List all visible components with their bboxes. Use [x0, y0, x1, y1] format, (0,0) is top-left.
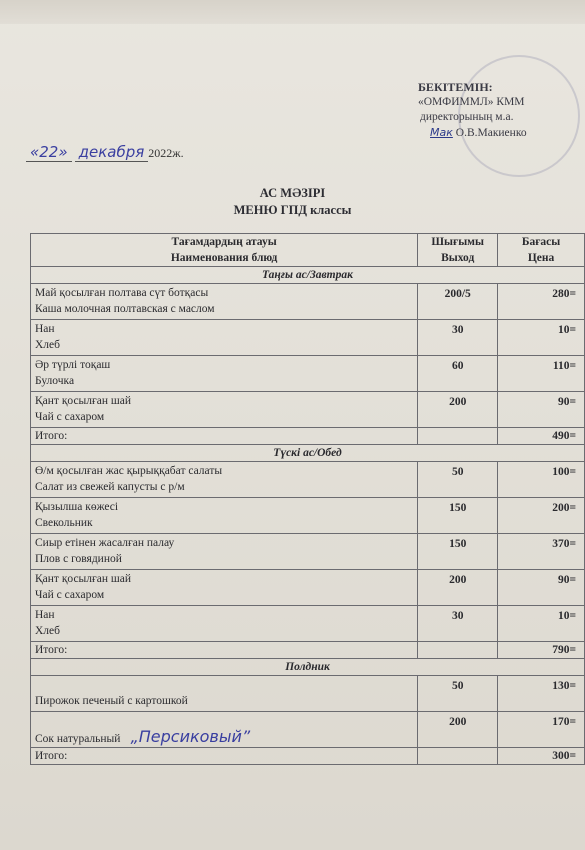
dish-name-ru-text: Каша молочная полтавская с маслом: [35, 303, 215, 315]
dish-output: 200: [418, 570, 498, 606]
dish-name-ru: [35, 587, 413, 603]
total-row: [31, 642, 585, 659]
dish-name-ru-text: Хлеб: [35, 625, 60, 637]
dish-name-kz: Қант қосылған шай: [35, 395, 131, 407]
total-empty-cell: [418, 748, 498, 765]
table-row: [31, 498, 585, 534]
approval-signature-line: [418, 125, 585, 141]
document-date: [26, 143, 184, 162]
total-empty-cell: [418, 642, 498, 659]
header-name-ru: Наименования блюд: [170, 252, 278, 264]
dish-name-cell: [31, 320, 418, 356]
date-month: декабря: [78, 143, 145, 161]
dish-name-cell: [31, 392, 418, 428]
dish-name-ru-text: Булочка: [35, 375, 75, 387]
dish-name-kz: Қант қосылған шай: [35, 573, 131, 585]
dish-name-cell: [31, 356, 418, 392]
dish-name-cell: [31, 570, 418, 606]
approval-position: директорының м.а.: [420, 111, 514, 123]
dish-price: 280=: [498, 284, 585, 320]
dish-name-cell: [31, 712, 418, 748]
dish-name-ru-text: Свекольник: [35, 517, 93, 529]
dish-name-ru: [35, 479, 413, 495]
dish-name-kz: Ө/м қосылған жас қырыққабат салаты: [35, 465, 223, 477]
section-row: [31, 445, 585, 462]
dish-price: 370=: [498, 534, 585, 570]
menu-table: [30, 233, 585, 765]
header-output: [418, 234, 498, 267]
total-label: Итого:: [31, 642, 418, 659]
dish-price: 90=: [498, 392, 585, 428]
header-price-ru: Цена: [527, 252, 555, 264]
dish-price: 10=: [498, 320, 585, 356]
dish-name-ru: [35, 623, 413, 639]
date-month-field: [75, 143, 149, 162]
dish-name-kz: [35, 677, 413, 693]
table-row: [31, 462, 585, 498]
header-name: [31, 234, 418, 267]
dish-price: 130=: [498, 676, 585, 712]
approval-block: [418, 80, 585, 141]
dish-output: 200: [418, 392, 498, 428]
dish-name-ru-text: Чай с сахаром: [35, 411, 105, 423]
dish-name-cell: [31, 676, 418, 712]
dish-name-kz: Қызылша көжесі: [35, 501, 119, 513]
total-label: Итого:: [31, 428, 418, 445]
dish-name-kz: Май қосылған полтава сүт ботқасы: [35, 287, 209, 299]
dish-name-ru-text: Салат из свежей капусты с р/м: [35, 481, 185, 493]
dish-name-ru-text: Сок натуральный: [35, 733, 121, 745]
signature: Мак: [430, 126, 453, 139]
table-row: [31, 534, 585, 570]
section-title: Түскі ас/Обед: [31, 445, 585, 462]
table-row: [31, 284, 585, 320]
title-kz: АС МӘЗІРІ: [259, 186, 326, 200]
dish-output: 30: [418, 606, 498, 642]
dish-name-ru: [35, 301, 413, 317]
approval-name: О.В.Макиенко: [455, 127, 527, 139]
header-name-kz: Тағамдардың атауы: [171, 236, 277, 248]
dish-output: 30: [418, 320, 498, 356]
section-row: [31, 267, 585, 284]
table-row: [31, 356, 585, 392]
dish-name-kz: Нан: [35, 609, 55, 621]
dish-name-ru: [35, 373, 413, 389]
dish-name-ru: [35, 693, 413, 709]
total-row: [31, 748, 585, 765]
dish-name-ru-text: Чай с сахаром: [35, 589, 105, 601]
dish-price: 100=: [498, 462, 585, 498]
dish-name-ru-text: Хлеб: [35, 339, 60, 351]
tape-strip: [0, 0, 585, 24]
header-price-kz: Бағасы: [521, 236, 561, 248]
table-row: [31, 712, 585, 748]
date-close-quote: »: [58, 143, 68, 161]
date-open-quote: «: [30, 143, 40, 161]
table-row: [31, 392, 585, 428]
section-title: Таңғы ас/Завтрак: [31, 267, 585, 284]
section-title: Полдник: [31, 659, 585, 676]
header-output-kz: Шығымы: [431, 236, 484, 248]
dish-name-kz: Сиыр етінен жасалған палау: [35, 537, 175, 549]
dish-output: 50: [418, 462, 498, 498]
total-row: [31, 428, 585, 445]
table-row: [31, 320, 585, 356]
dish-output: 60: [418, 356, 498, 392]
dish-name-kz: Әр түрлі тоқаш: [35, 359, 111, 371]
total-empty-cell: [418, 428, 498, 445]
table-row: [31, 570, 585, 606]
dish-price: 10=: [498, 606, 585, 642]
dish-output: 200: [418, 712, 498, 748]
dish-output: 150: [418, 534, 498, 570]
dish-name-ru: [35, 515, 413, 531]
header-price: [498, 234, 585, 267]
date-day: 22: [39, 143, 59, 161]
dish-name-cell: [31, 606, 418, 642]
dish-price: 170=: [498, 712, 585, 748]
total-price: 490=: [498, 428, 585, 445]
handwritten-note: „Персиковый”: [130, 727, 251, 746]
dish-name-ru: [35, 551, 413, 567]
title-ru: МЕНЮ ГПД классы: [233, 203, 352, 217]
date-day-field: [26, 143, 72, 162]
approval-org: «ОМФИММЛ» КММ: [418, 96, 525, 108]
dish-name-kz: Нан: [35, 323, 55, 335]
date-year: 2022ж.: [148, 146, 184, 160]
dish-output: 200/5: [418, 284, 498, 320]
table-row: [31, 606, 585, 642]
dish-name-ru-text: Плов с говядиной: [35, 553, 122, 565]
dish-name-cell: [31, 534, 418, 570]
dish-output: 50: [418, 676, 498, 712]
dish-output: 150: [418, 498, 498, 534]
dish-name-cell: [31, 284, 418, 320]
dish-price: 110=: [498, 356, 585, 392]
table-row: [31, 676, 585, 712]
total-price: 790=: [498, 642, 585, 659]
section-row: [31, 659, 585, 676]
dish-price: 200=: [498, 498, 585, 534]
approval-heading: БЕКІТЕМІН:: [418, 80, 493, 94]
table-header-row: [31, 234, 585, 267]
dish-name-ru: [35, 729, 413, 747]
dish-price: 90=: [498, 570, 585, 606]
dish-name-cell: [31, 462, 418, 498]
dish-name-cell: [31, 498, 418, 534]
header-output-ru: Выход: [441, 252, 475, 264]
dish-name-ru-text: Пирожок печеный с картошкой: [35, 695, 188, 707]
total-price: 300=: [498, 748, 585, 765]
total-label: Итого:: [31, 748, 418, 765]
dish-name-ru: [35, 337, 413, 353]
dish-name-ru: [35, 409, 413, 425]
